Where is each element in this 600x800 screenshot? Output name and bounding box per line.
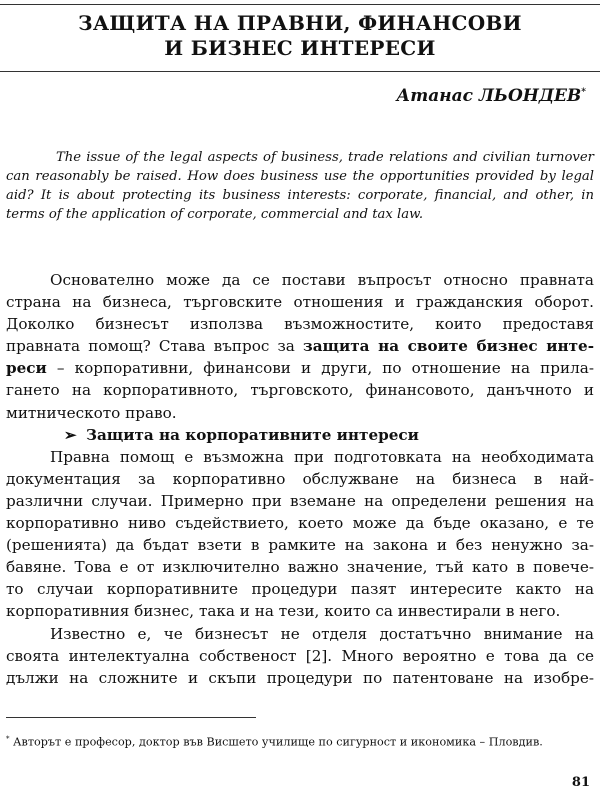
p1-line-6: гането на корпоративното, търговското, финансовото, данъчното и <box>6 381 594 400</box>
page-number: 81 <box>571 775 590 790</box>
arrow-bullet-icon: ➢ <box>64 425 77 444</box>
p2-line-3: различни случаи. Примерно при вземане на определени решения на <box>6 491 594 510</box>
section-heading <box>6 424 594 446</box>
p2-line-6: бавяне. Това е от изключително важно значение, тъй като в повече- <box>6 558 594 577</box>
p1-line-1: Основателно може да се постави въпросът относно правната <box>50 271 594 289</box>
p1-emphasis-1: защита на своите бизнес инте- <box>303 337 595 356</box>
p1-line-5-rest: – корпоративни, финансови и други, по отношение на прила- <box>46 359 594 378</box>
author-name: Атанас ЛЬОНДЕВ <box>396 86 582 106</box>
footnote-text: Авторът е професор, доктор във Висшето училище по сигурност и икономика – Пловдив. <box>9 735 543 749</box>
footnote <box>6 731 594 751</box>
footnote-marker: * <box>6 735 10 743</box>
p3-line-2: своята интелектуална собственост [2]. Много вероятно е това да се <box>6 646 594 665</box>
body-text <box>6 269 594 689</box>
p1-line-7: митническото право. <box>6 403 177 422</box>
article-title <box>0 11 600 61</box>
title-line-2: И БИЗНЕС ИНТЕРЕСИ <box>164 36 436 60</box>
p2-line-7: то случаи корпоративните процедури пазят интересите както на <box>6 580 594 599</box>
p2-line-5: (решенията) да бъдат взети в рамките на закона и без ненужно за- <box>6 536 594 555</box>
abstract: The issue of the legal aspects of business, trade relations and civilian turnover can reasonably be raised. How does business use the opportunities provided by legal aid? It is about protecting its business interests: corporate, financial, and other, in terms of the application of corporate, commercial and tax law. <box>6 150 594 222</box>
p1-line-3: Доколко бизнесът използва възможностите, които предоставя <box>6 315 594 334</box>
p1-line-4 <box>6 335 594 357</box>
footnote-separator <box>6 717 256 718</box>
section-heading-text: Защита на корпоративните интереси <box>86 425 419 444</box>
title-bottom-rule <box>0 71 600 72</box>
title-line-1: ЗАЩИТА НА ПРАВНИ, ФИНАНСОВИ <box>78 11 522 35</box>
p3-line-1: Известно е, че бизнесът не отделя достатъчно внимание на <box>50 624 594 643</box>
p1-emphasis-2: реси <box>6 359 47 378</box>
author-line <box>396 86 586 106</box>
p2-line-8: корпоративния бизнес, така и на тези, които са инвестирали в него. <box>6 602 561 621</box>
p1-line-2: страна на бизнеса, търговските отношения и гражданския оборот. <box>6 293 594 312</box>
p3-line-3: дължи на сложните и скъпи процедури по патентоване на изобре- <box>6 668 594 687</box>
p2-line-2: документация за корпоративно обслужване на бизнеса в най- <box>6 469 594 488</box>
p2-line-4: корпоративно ниво съдействието, което може да бъде оказано, е те <box>6 514 594 533</box>
top-rule <box>0 4 600 5</box>
p1-line-5 <box>6 357 594 379</box>
p1-line-4-start: правната помощ? Става въпрос за <box>6 337 304 356</box>
author-footnote-marker: * <box>581 87 586 98</box>
p2-line-1: Правна помощ е възможна при подготовката на необходимата <box>50 447 594 466</box>
